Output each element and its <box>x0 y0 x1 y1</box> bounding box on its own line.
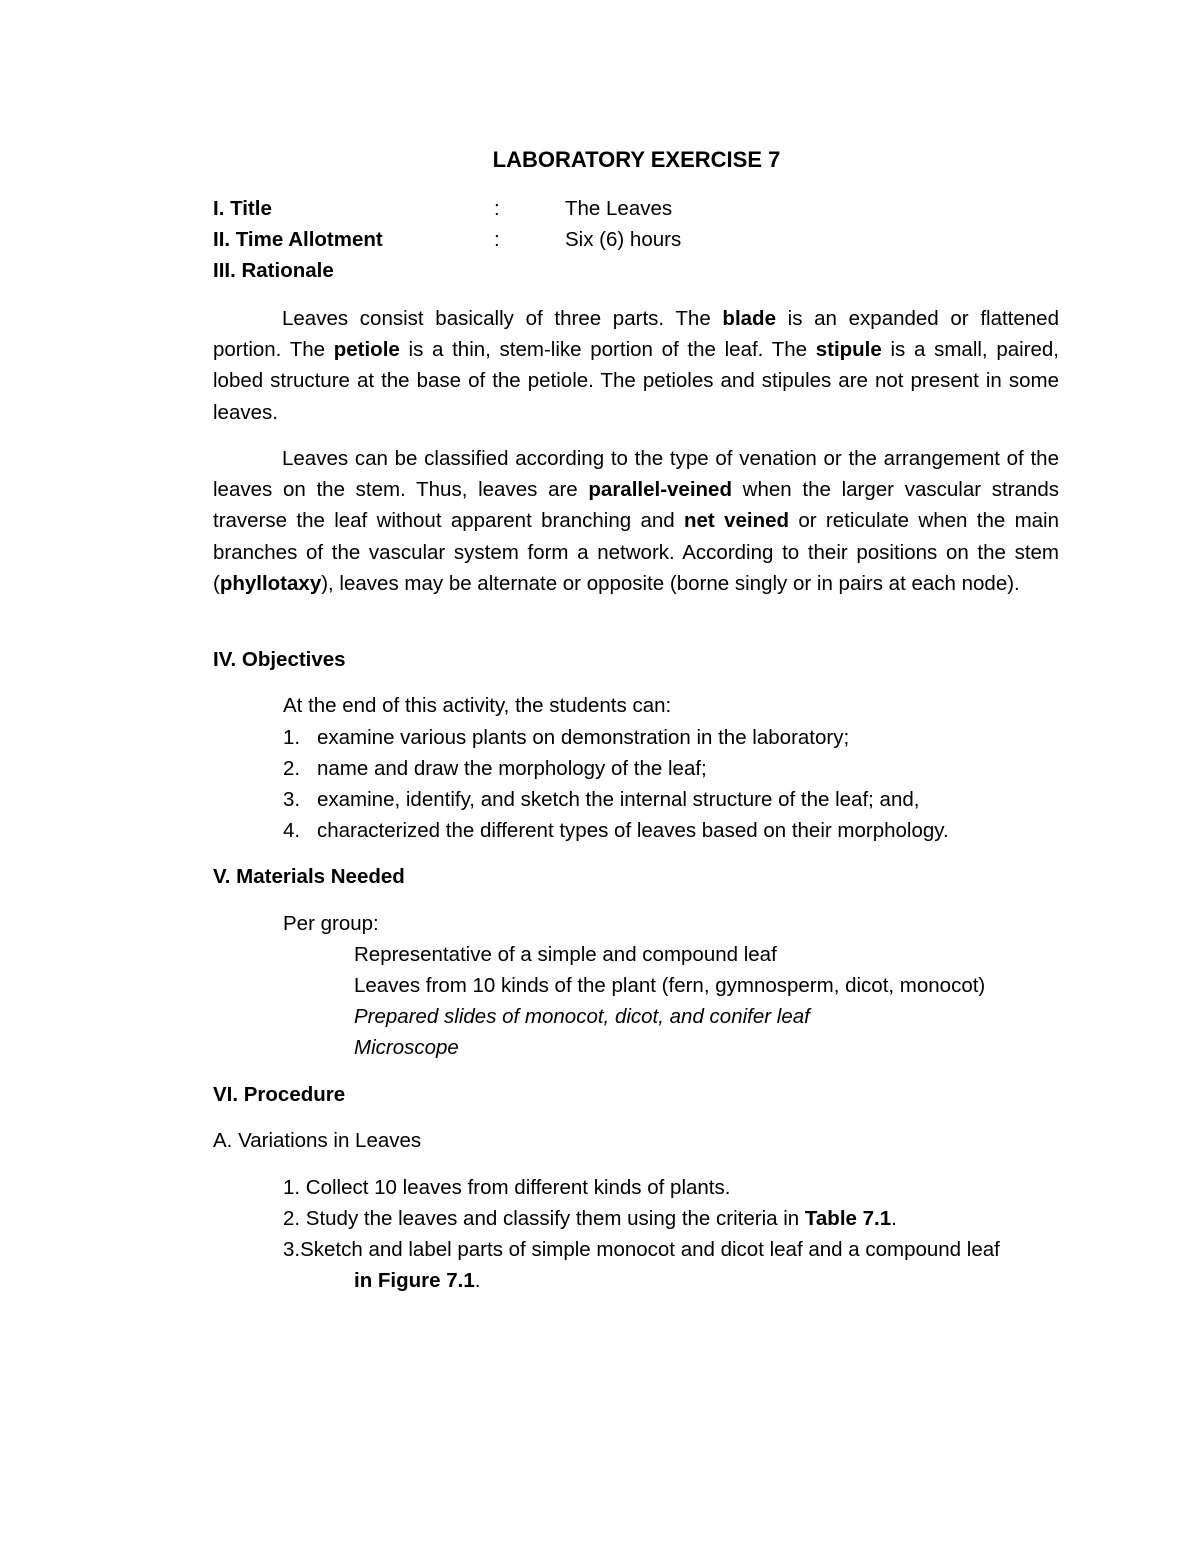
rationale-paragraph-2 <box>213 443 1059 599</box>
step3-number: 3. <box>283 1238 301 1261</box>
objective-number: 1. <box>283 726 301 749</box>
rp1-seg-6: is a small, paired, lobed structure at the base of the petiole. The petioles and stipules are not present in some leaves. <box>213 338 1059 424</box>
rp1-seg-3: petiole <box>333 338 400 362</box>
meta-label-time: II. Time Allotment <box>213 228 383 251</box>
material-item: Leaves from 10 kinds of the plant (fern, gymnosperm, dicot, monocot) <box>354 974 986 997</box>
objective-text: examine, identify, and sketch the internal structure of the leaf; and, <box>317 788 920 811</box>
objectives-intro: At the end of this activity, the students can: <box>283 694 672 717</box>
rp2-seg-2: when the larger vascular strands traverse the leaf without apparent branching and <box>213 478 1059 533</box>
meta-value-title: The Leaves <box>565 197 673 220</box>
objective-item <box>283 756 707 782</box>
procedure-step <box>283 1206 897 1232</box>
procedure-subheading: A. Variations in Leaves <box>213 1129 422 1152</box>
materials-group-label: Per group: <box>283 912 379 935</box>
procedure-step: 1. Collect 10 leaves from different kinds of plants. <box>283 1176 731 1199</box>
material-item: Microscope <box>354 1036 459 1059</box>
rp2-seg-3: net veined <box>684 509 790 533</box>
materials-heading: V. Materials Needed <box>213 865 405 888</box>
meta-value-time: Six (6) hours <box>565 228 682 251</box>
page-title: LABORATORY EXERCISE 7 <box>492 147 781 172</box>
objective-text: name and draw the morphology of the leaf; <box>317 757 707 780</box>
objective-text: examine various plants on demonstration in the laboratory; <box>317 726 850 749</box>
rp2-seg-0: Leaves can be classified according to the type of venation or the arrangement of the leaves on the stem. Thus, leaves are <box>213 447 1059 502</box>
rp1-seg-0: Leaves consist basically of three parts. The <box>282 307 723 330</box>
rp2-seg-4: or reticulate when the main branches of the vascular system form a network. According to their positions on the stem ( <box>213 509 1059 595</box>
objective-text: characterized the different types of leaves based on their morphology. <box>317 819 949 842</box>
objective-item <box>283 787 919 813</box>
meta-label-title: I. Title <box>213 197 272 220</box>
objectives-heading: IV. Objectives <box>213 648 346 671</box>
procedure-step-continuation <box>354 1268 480 1294</box>
rp2-seg-5: phyllotaxy <box>219 571 322 595</box>
meta-sep-title: : <box>494 197 500 220</box>
rp1-seg-1: blade <box>722 307 776 330</box>
procedure-step <box>283 1237 1000 1263</box>
objective-number: 3. <box>283 788 301 811</box>
rp2-seg-6: ), leaves may be alternate or opposite (borne singly or in pairs at each node). <box>321 571 1020 595</box>
material-item: Representative of a simple and compound leaf <box>354 943 777 966</box>
objective-number: 4. <box>283 819 301 842</box>
rp2-seg-1: parallel-veined <box>588 478 732 502</box>
step3-figure-ref: in Figure 7.1 <box>354 1269 475 1292</box>
rp1-seg-5: stipule <box>815 338 882 362</box>
rationale-paragraph-1 <box>213 303 1059 428</box>
step2-table-ref: Table 7.1 <box>804 1207 892 1230</box>
step3-text: Sketch and label parts of simple monocot and dicot leaf and a compound leaf <box>300 1238 1000 1261</box>
rp1-seg-2: is an expanded or flattened portion. The <box>213 307 1059 362</box>
step2-period: . <box>891 1207 897 1230</box>
objective-number: 2. <box>283 757 301 780</box>
meta-sep-time: : <box>494 228 500 251</box>
procedure-heading: VI. Procedure <box>213 1083 346 1106</box>
rp1-seg-4: is a thin, stem-like portion of the leaf. The <box>399 338 816 362</box>
rationale-heading: III. Rationale <box>213 259 334 282</box>
step2-text: 2. Study the leaves and classify them using the criteria in <box>283 1207 805 1230</box>
objective-item <box>283 818 949 844</box>
objective-item <box>283 725 849 751</box>
step3-period: . <box>474 1269 481 1292</box>
material-item: Prepared slides of monocot, dicot, and conifer leaf <box>354 1005 810 1028</box>
